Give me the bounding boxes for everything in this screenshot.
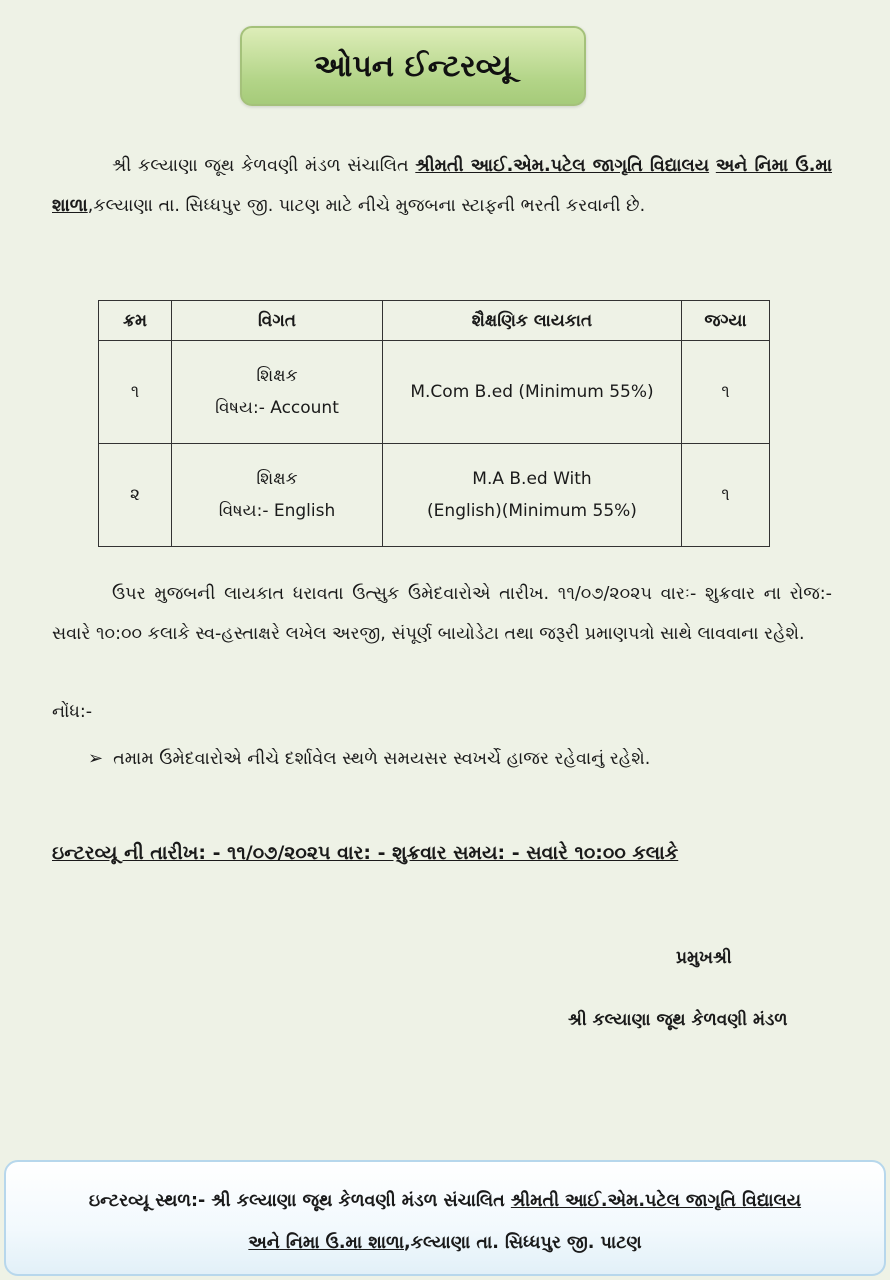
venue-place: ,કલ્યાણા તા. સિધ્ધપુર જી. પાટણ xyxy=(404,1233,642,1253)
intro-part2: ,કલ્યાણા તા. સિધ્ધપુર જી. પાટણ માટે નીચે મુજબના સ્ટાફની ભરતી કરવાની છે. xyxy=(87,196,646,216)
note-bullet xyxy=(88,748,650,769)
school-name-line2: અને નિમા ઉ.મા શાળા xyxy=(52,156,832,216)
header-qualification: શૈક્ષણિક લાયકાત xyxy=(383,301,682,341)
note-label: નોંધ:- xyxy=(52,702,93,722)
venue-line1 xyxy=(6,1180,884,1222)
venue-school-line2: અને નિમા ઉ.મા શાળા xyxy=(248,1233,404,1253)
intro-part1: શ્રી કલ્યાણા જૂથ કેળવણી મંડળ સંચાલિત xyxy=(112,156,416,176)
instructions-paragraph xyxy=(52,574,832,654)
row-no: ૧ xyxy=(99,341,172,444)
row-detail xyxy=(172,444,383,547)
arrow-bullet-icon: ➢ xyxy=(88,748,104,769)
row-subject: વિષય:- Account xyxy=(215,398,339,418)
school-name-line1: શ્રીમતી આઈ.એમ.પટેલ જાગૃતિ વિદ્યાલય xyxy=(415,156,710,176)
row-qualification xyxy=(383,444,682,547)
venue-box xyxy=(4,1160,886,1276)
table-row xyxy=(99,444,770,547)
row-post: શિક્ષક xyxy=(256,469,298,489)
row-seats: ૧ xyxy=(682,444,770,547)
header-detail: વિગત xyxy=(172,301,383,341)
row-detail xyxy=(172,341,383,444)
table-row xyxy=(99,341,770,444)
header-seats: જગ્યા xyxy=(682,301,770,341)
venue-line2 xyxy=(6,1222,884,1264)
row-no: ૨ xyxy=(99,444,172,547)
row-qual-line1: M.Com B.ed (Minimum 55%) xyxy=(410,382,654,402)
venue-school-line1: શ્રીમતી આઈ.એમ.પટેલ જાગૃતિ વિદ્યાલય xyxy=(510,1191,802,1211)
row-post: શિક્ષક xyxy=(256,366,298,386)
row-qualification xyxy=(383,341,682,444)
row-seats: ૧ xyxy=(682,341,770,444)
signature-org: શ્રી કલ્યાણા જૂથ કેળવણી મંડળ xyxy=(568,1010,788,1030)
table-header-row xyxy=(99,301,770,341)
staff-table xyxy=(98,300,770,547)
row-qual-line1: M.A B.ed With xyxy=(472,469,592,489)
note-bullet-text: તમામ ઉમેદવારોએ નીચે દર્શાવેલ સ્થળે સમયસર સ્વખર્ચે હાજર રહેવાનું રહેશે. xyxy=(113,748,651,769)
page-title: ઓપન ઈન્ટરવ્યૂ xyxy=(240,26,586,106)
row-qual-line2: (English)(Minimum 55%) xyxy=(427,501,637,521)
interview-date-line: ઇન્ટરવ્યૂ ની તારીખ: - ૧૧/૦૭/૨૦૨૫ વાર: - શુક્રવાર સમય: - સવારે ૧૦:૦૦ કલાકે xyxy=(52,842,679,864)
row-subject: વિષય:- English xyxy=(218,501,336,521)
header-no: ક્રમ xyxy=(99,301,172,341)
venue-label: ઇન્ટરવ્યૂ સ્થળ:- શ્રી કલ્યાણા જૂથ કેળવણી મંડળ સંચાલિત xyxy=(88,1191,511,1211)
instructions-text: ઉપર મુજબની લાયકાત ધરાવતા ઉત્સુક ઉમેદવારોએ તારીખ. ૧૧/૦૭/૨૦૨૫ વારઃ- શુક્રવાર ના રોજ:-સવારે ૧૦:૦૦ કલાકે સ્વ-હસ્તાક્ષરે લખેલ અરજી, સંપૂર્ણ બાયોડેટા તથા જરૂરી પ્રમાણપત્રો સાથે લાવવાના રહેશે. xyxy=(52,584,832,644)
intro-paragraph xyxy=(52,146,832,226)
signature-role: પ્રમુખશ્રી xyxy=(676,948,732,968)
